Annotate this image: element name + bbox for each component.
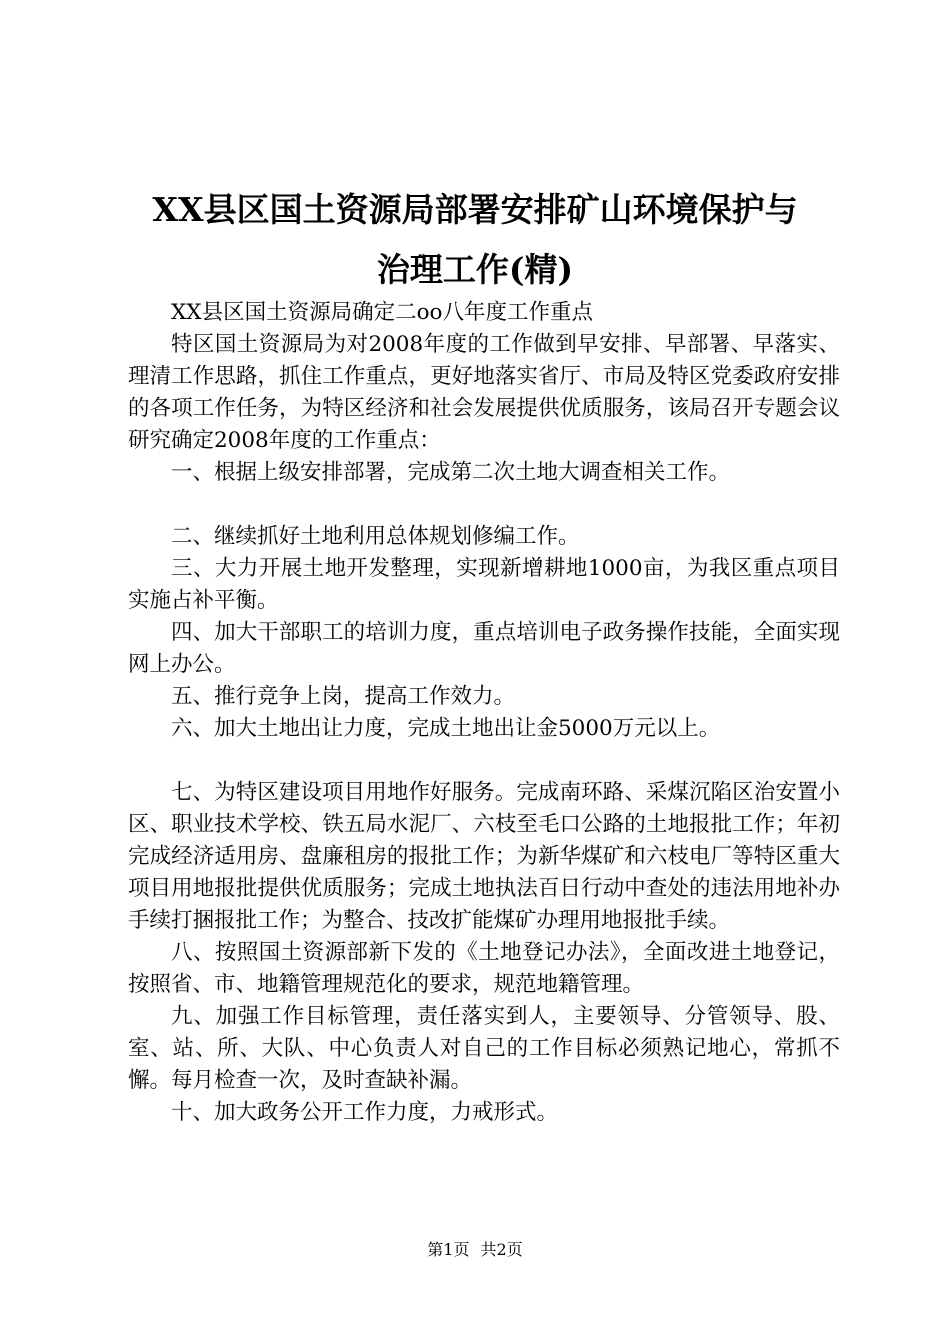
- document-body: [128, 297, 840, 1129]
- paragraph-item-5: 五、推行竞争上岗，提高工作效力。: [171, 684, 516, 709]
- paragraph-item-7: 七、为特区建设项目用地作好服务。完成南环路、采煤沉陷区治安置小区、职业技术学校、铁五局水泥厂、六枝至毛口公路的土地报批工作；年初完成经济适用房、盘廉租房的报批工作；为新华煤矿和六枝电厂等特区重大项目用地报批提供优质服务；完成土地执法百日行动中查处的违法用地补办手续打捆报批工作；为整合、技改扩能煤矿办理用地报批手续。: [128, 780, 840, 933]
- paragraph-item-4: 四、加大干部职工的培训力度，重点培训电子政务操作技能，全面实现网上办公。: [128, 620, 840, 677]
- paragraph-item-6: 六、加大土地出让力度，完成土地出让金5000万元以上。: [171, 716, 721, 741]
- paragraph-subtitle: XX县区国土资源局确定二oo八年度工作重点: [171, 300, 594, 325]
- paragraph-item-9: 九、加强工作目标管理，责任落实到人，主要领导、分管领导、股、室、站、所、大队、中心负责人对自己的工作目标必须熟记地心，常抓不懈。每月检查一次，及时查缺补漏。: [128, 1004, 840, 1093]
- paragraph-item-10: 十、加大政务公开工作力度，力戒形式。: [171, 1100, 559, 1125]
- page-number-footer: 第1页 共2页: [427, 1240, 523, 1259]
- document-title-line-1: XX县区国土资源局部署安排矿山环境保护与: [152, 190, 798, 229]
- paragraph-item-8: 八、按照国土资源部新下发的《土地登记办法》，全面改进土地登记，按照省、市、地籍管理规范化的要求，规范地籍管理。: [128, 940, 840, 997]
- paragraph-item-3: 三、大力开展土地开发整理，实现新增耕地1000亩，为我区重点项目实施占补平衡。: [128, 556, 840, 613]
- paragraph-intro: 特区国土资源局为对2008年度的工作做到早安排、早部署、早落实、理清工作思路，抓住工作重点，更好地落实省厅、市局及特区党委政府安排的各项工作任务，为特区经济和社会发展提供优质服务，该局召开专题会议研究确定2008年度的工作重点：: [128, 332, 840, 453]
- document-title-line-2: 治理工作(精): [376, 250, 574, 289]
- paragraph-item-1: 一、根据上级安排部署，完成第二次土地大调查相关工作。: [171, 460, 731, 485]
- paragraph-item-2: 二、继续抓好土地利用总体规划修编工作。: [171, 524, 580, 549]
